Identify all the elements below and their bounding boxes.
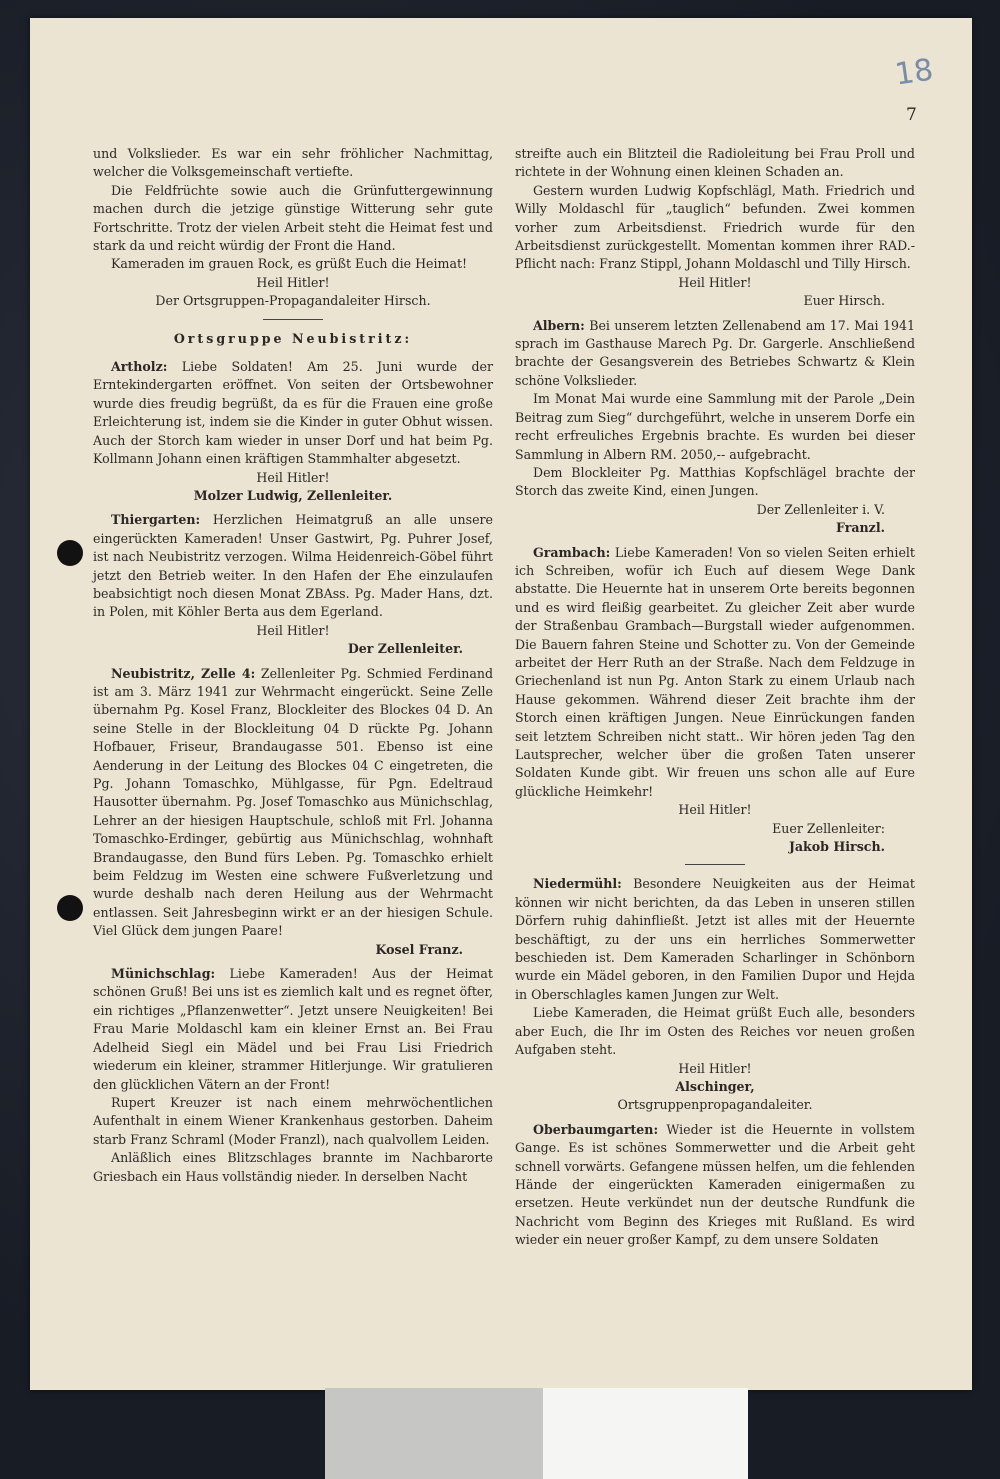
news-item-oberbaumgarten: [515, 1121, 915, 1250]
news-item-neubistritz: [93, 665, 493, 941]
place-heading: Albern:: [533, 317, 585, 333]
greeting: Heil Hitler!: [256, 469, 330, 485]
place-heading: Neubistritz, Zelle 4:: [111, 665, 256, 681]
section-heading: Ortsgruppe Neubistritz:: [173, 330, 413, 346]
news-item-grambach: [515, 544, 915, 802]
signature-role: Ortsgruppenpropagandaleiter.: [617, 1097, 813, 1113]
paragraph: Anläßlich eines Blitzschlages brannte im Nachbarorte Griesbach ein Haus vollständig nieder. In derselben Nacht: [93, 1150, 493, 1184]
signature: Molzer Ludwig, Zellenleiter.: [193, 487, 393, 503]
punch-hole-top: [57, 540, 83, 566]
item-text: Liebe Soldaten! Am 25. Juni wurde der Erntekindergarten eröffnet. Von seiten der Ortsbewohner wurde dies freudig begrüßt, da es für die Frauen eine große Erleichterung ist, indem sie die Kinder in guter Obhut wissen. Auch der Storch kam wieder in unser Dorf und hat beim Pg. Kollmann Johann einen kräftigen Stammhalter abgesetzt.: [93, 359, 493, 467]
news-item-artholz: [93, 358, 493, 468]
paragraph: Im Monat Mai wurde eine Sammlung mit der Parole „Dein Beitrag zum Sieg“ durchgeführt, welche in unserem Dorfe ein recht erfreuliches Ergebnis brachte. Es wurden bei dieser Sammlung in Albern RM. 2050,-- aufgebracht.: [515, 391, 915, 462]
paragraph: Dem Blockleiter Pg. Matthias Kopfschlägel brachte der Storch das zweite Kind, einen Jungen.: [515, 464, 915, 499]
place-heading: Grambach:: [533, 544, 611, 560]
greeting: Heil Hitler!: [678, 1060, 752, 1076]
news-item-muenichschlag: [93, 965, 493, 1094]
greeting: Heil Hitler!: [256, 274, 330, 290]
news-item-albern: [515, 317, 915, 391]
signature-role: Euer Zellenleiter:: [772, 820, 885, 836]
place-heading: Artholz:: [111, 359, 168, 375]
signature: Franzl.: [836, 520, 885, 536]
paragraph: Die Feldfrüchte sowie auch die Grünfuttergewinnung machen durch die jetzige günstige Witterung sehr gute Fortschritte. Trotz der vielen Arbeit steht die Heimat fest und stark da und reicht würdig der Front die Hand.: [93, 182, 493, 254]
paragraph: Liebe Kameraden, die Heimat grüßt Euch alle, besonders aber Euch, die Ihr im Osten des Reiches vor neuen großen Aufgaben steht.: [515, 1005, 915, 1058]
paragraph: Gestern wurden Ludwig Kopfschlägl, Math. Friedrich und Willy Moldaschl für „tauglich“ befunden. Zwei kommen vorher zum Arbeitsdienst. Friedrich wurde für den Arbeitsdienst zurückgestellt. Momentan kommen ihrer RAD.-Pflicht nach: Franz Stippl, Johann Moldaschl und Tilly Hirsch.: [515, 182, 915, 272]
item-text: Liebe Kameraden! Aus der Heimat schönen Gruß! Bei uns ist es ziemlich kalt und es regnet öfter, ein richtiges „Pflanzenwetter“. Jetzt unsere Neuigkeiten! Bei Frau Marie Moldaschl kam ein kleiner Ernst an. Bei Frau Adelheid Siegl ein Mädel und bei Frau Lisi Friedrich wiederum ein kleiner, strammer Hitlerjunge. Wir gratulieren den glücklichen Vätern an der Front!: [93, 966, 493, 1092]
signature-text: Euer Hirsch.: [803, 293, 885, 309]
paragraph: streifte auch ein Blitzteil die Radioleitung bei Frau Proll und richtete in der Wohnung einen kleinen Schaden an.: [515, 146, 915, 180]
greeting: Heil Hitler!: [678, 802, 752, 818]
signature: Der Zellenleiter.: [347, 641, 463, 657]
section-divider: [263, 319, 323, 320]
item-text: Bei unserem letzten Zellenabend am 17. Mai 1941 sprach im Gasthause Marech Pg. Dr. Gargerle. Anschließend brachte der Gesangsverein des Betriebes Schwartz & Klein schöne Volkslieder.: [515, 317, 915, 388]
place-heading: Niedermühl:: [533, 876, 622, 892]
printed-page-number: 7: [906, 105, 917, 125]
punch-hole-bottom: [57, 895, 83, 921]
paragraph: Kameraden im grauen Rock, es grüßt Euch die Heimat!: [111, 256, 468, 272]
news-item-niedermuehl: [515, 875, 915, 1004]
white-calibration-card: [543, 1388, 748, 1479]
paragraph: Rupert Kreuzer ist nach einem mehrwöchentlichen Aufenthalt in einem Wiener Krankenhaus gestorben. Daheim starb Franz Schraml (Moder Franzl), nach qualvollem Leiden.: [93, 1094, 493, 1147]
item-text: Wieder ist die Heuernte in vollstem Gange. Es ist schönes Sommerwetter und die Arbeit geht schnell vorwärts. Gefangene müssen helfen, um die fehlenden Hände der eingerückten Kameraden einigermaßen zu ersetzen. Heute verkündet nun der deutsche Rundfunk die Nachricht vom Beginn des Krieges mit Rußland. Es wird wieder ein neuer großer Kampf, zu dem unsere Soldaten: [515, 1121, 915, 1248]
paragraph: und Volkslieder. Es war ein sehr fröhlicher Nachmittag, welcher die Volksgemeinschaft vertiefte.: [93, 146, 493, 180]
signature: Alschinger,: [675, 1078, 755, 1094]
left-column: [93, 145, 493, 1186]
gray-calibration-card: [325, 1388, 543, 1479]
item-text: Besondere Neuigkeiten aus der Heimat können wir nicht berichten, da das Leben in unseren stillen Dörfern ruhig dahinfließt. Jetzt ist alles mit der Heuernte beschäftigt, zu der uns ein herrliches Sommerwetter beschieden ist. Dem Kameraden Scharlinger in Schönborn wurde ein Mädel geboren, in den Familien Dupor und Hejda in Oberschlagles kamen Jungen zur Welt.: [515, 876, 915, 1002]
signature-role: Der Zellenleiter i. V.: [756, 501, 885, 517]
place-heading: Münichschlag:: [111, 966, 216, 982]
greeting: Heil Hitler!: [678, 274, 752, 290]
news-item-thiergarten: [93, 511, 493, 621]
section-divider: [685, 864, 745, 865]
signature: Jakob Hirsch.: [788, 839, 885, 855]
greeting: Heil Hitler!: [256, 622, 330, 638]
right-column: [515, 145, 915, 1250]
signature: [515, 292, 915, 310]
item-text: Herzlichen Heimatgruß an alle unsere eingerückten Kameraden! Unser Gastwirt, Pg. Puhrer Josef, ist nach Neubistritz verzogen. Wilma Heidenreich-Göbel führt jetzt den Betrieb weiter. In den Hafen der Ehe einzulaufen beabsichtigt noch diesen Monat ZBAss. Pg. Mader Hans, dzt. in Polen, mit Köhler Berta aus dem Egerland.: [93, 512, 493, 620]
signature: Der Ortsgruppen-Propagandaleiter Hirsch.: [155, 293, 431, 309]
place-heading: Thiergarten:: [111, 512, 201, 528]
item-text: Zellenleiter Pg. Schmied Ferdinand ist am 3. März 1941 zur Wehrmacht eingerückt. Seine Zelle übernahm Pg. Kosel Franz, Blockleiter des Blockes 04 D. An seine Stelle in der Blockleitung 04 D rückte Pg. Johann Hofbauer, Friseur, Brandaugasse 501. Ebenso ist eine Aenderung in der Leitung des Blockes 04 C eingetreten, die Pg. Johann Tomaschko, Mühlgasse, für Pgn. Edeltraud Hausotter übernahm. Pg. Josef Tomaschko aus Münichschlag, Lehrer an der hiesigen Hauptschule, schloß mit Frl. Johanna Tomaschko-Erdinger, gebürtig aus Münichschlag, wohnhaft Brandaugasse, den Bund fürs Leben. Pg. Tomaschko erhielt beim Feldzug im Westen eine schwere Fußverletzung und wurde deshalb nach deren Heilung aus der Wehrmacht entlassen. Seit Jahresbeginn wirkt er an der hiesigen Schule. Viel Glück dem jungen Paare!: [93, 665, 493, 939]
handwritten-page-number: 18: [892, 52, 936, 93]
signature: Kosel Franz.: [375, 941, 463, 957]
place-heading: Oberbaumgarten:: [533, 1121, 659, 1137]
item-text: Liebe Kameraden! Von so vielen Seiten erhielt ich Schreiben, wofür ich Euch auf diesem Wege Dank abstatte. Die Heuernte hat in unserem Orte bereits begonnen und es wird fleißig gearbeitet. Zu gleicher Zeit aber wurde der Straßenbau Grambach—Burgstall wieder aufgenommen. Die Bauern fahren Steine und Schotter zu. Von der Gemeinde arbeitet der Herr Ruth an der Straße. Nach dem Feldzuge in Griechenland ist nun Pg. Anton Stark zu einem Urlaub nach Hause gekommen. Während dieser Zeit brachte ihm der Storch einen kräftigen Jungen. Neue Einrückungen fanden seit letztem Schreiben nicht statt.. Wir hören jeden Tag den Lautsprecher, welcher über die großen Taten unserer Soldaten Kunde gibt. Wir freuen uns schon alle auf Eure glückliche Heimkehr!: [515, 544, 915, 799]
